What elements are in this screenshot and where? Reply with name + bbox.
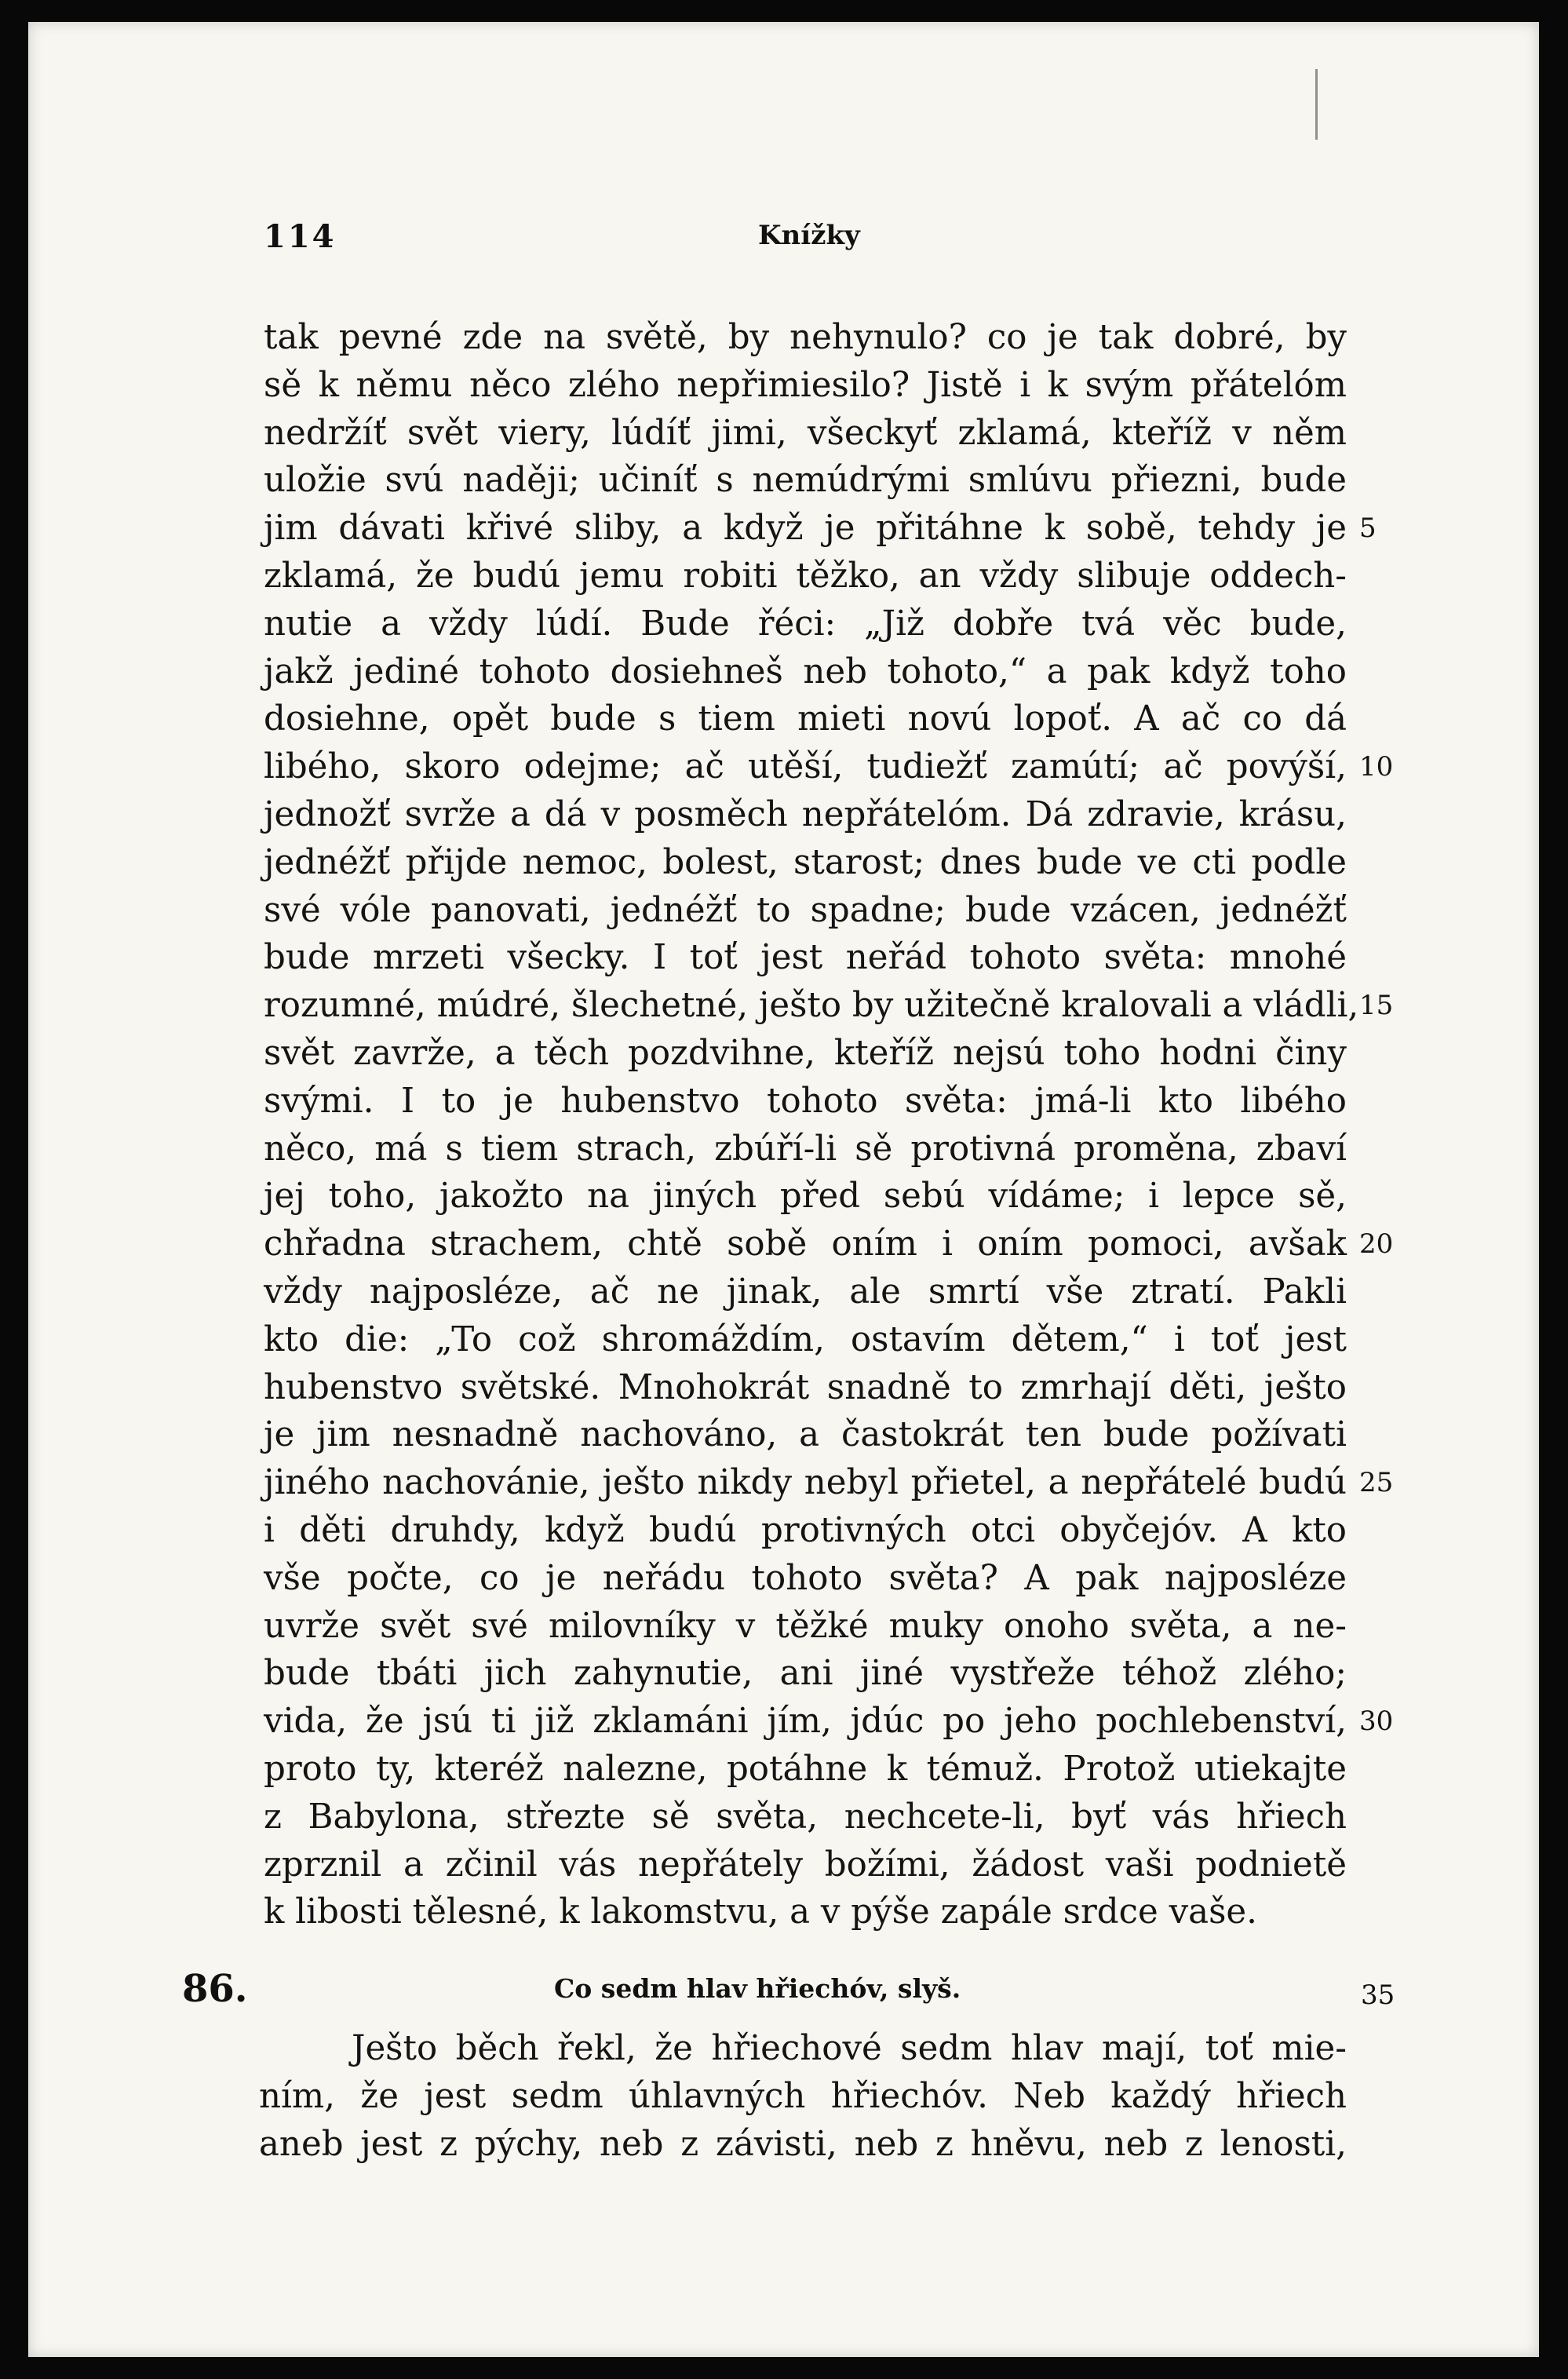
text-line [264,553,1347,600]
line-number: 30 [1359,1706,1394,1738]
text-line [264,1507,1347,1555]
text-line-content: zprznil a zčinil vás nepřátely božími, žádost vaši podnietě [264,1844,1347,1885]
text-line-content: jednéžť přijde nemoc, bolest, starost; dnes bude ve cti podle [264,842,1347,882]
text-line-content: hubenstvo světské. Mnohokrát snadně to zmrhají děti, ješto [264,1367,1347,1407]
text-line-content: jednožť svrže a dá v posměch nepřátelóm. Dá zdravie, krásu, [264,794,1347,834]
text-line-content: bude tbáti jich zahynutie, ani jiné vystřeže téhož zlého; [264,1654,1347,1694]
text-line-content: bude mrzeti všecky. I toť jest neřád tohoto světa: mnohé [264,938,1347,978]
text-line [264,1746,1347,1793]
line-number: 15 [1359,990,1394,1022]
scan-edge-mark [1315,69,1318,140]
running-head [28,218,1539,265]
text-line-content: jiného nachovánie, ješto nikdy nebyl přietel, a nepřátelé budú [264,1463,1347,1503]
text-line-content: uvrže svět své milovníky v těžké muky onoho světa, a ne- [264,1606,1347,1646]
text-line-content: tak pevné zde na světě, by nehynulo? co je tak dobré, by [264,318,1347,357]
text-line [264,1793,1347,1841]
text-line [264,1364,1347,1412]
text-line [264,1888,1347,1936]
text-line-content: svět zavrže, a těch pozdvihne, kteříž nejsú toho hodni činy [264,1033,1347,1073]
text-line-content: Ješto běch řekl, že hřiechové sedm hlav mají, toť mie- [352,2029,1347,2068]
text-line [259,2025,1347,2073]
text-line-content: vždy najposléze, ač ne jinak, ale smrtí vše ztratí. Pakli [264,1272,1347,1312]
text-line [264,1030,1347,1078]
text-line-content: aneb jest z pýchy, neb z závisti, neb z hněvu, neb z lenosti, [259,2124,1347,2164]
text-line [264,1126,1347,1173]
text-line-content: libého, skoro odejme; ač utěší, tudiežť zamútí; ač povýší, [264,747,1347,787]
page-number: 114 [264,218,337,255]
text-line-content: z Babylona, střezte sě světa, nechcete-li, byť vás hřiech [264,1797,1347,1837]
text-line [264,600,1347,648]
text-line [264,648,1347,696]
main-text-block [264,314,1394,1936]
text-line [264,1698,1394,1746]
text-line [264,505,1377,553]
text-line [264,1603,1347,1651]
text-line-content: ním, že jest sedm úhlavných hřiechóv. Neb každý hřiech [259,2076,1347,2116]
text-line [264,1173,1347,1221]
text-line-content: jej toho, jakožto na jiných před sebú vídáme; i lepce sě, [264,1177,1347,1217]
text-line [264,791,1347,839]
text-line-content: nedržíť svět viery, lúdíť jimi, všeckyť zklamá, kteříž v něm [264,413,1347,453]
section-number: 86. [182,1967,248,2011]
line-number: 20 [1359,1228,1394,1261]
text-line-content: jim dávati křivé sliby, a když je přitáhne k sobě, tehdy je [264,509,1347,549]
text-line [264,839,1347,887]
text-line-content: sě k němu něco zlého nepřimiesilo? Jistě i k svým přátelóm [264,365,1347,405]
text-line [264,982,1394,1030]
running-title: Knížky [758,220,860,251]
text-line-content: jakž jediné tohoto dosiehneš neb tohoto,“ a pak když toho [264,651,1347,691]
text-line [259,2121,1347,2169]
text-line-content: vše počte, co je neřádu tohoto světa? A pak najposléze [264,1558,1347,1598]
text-line-content: uložie svú naději; učiníť s nemúdrými smlúvu přiezni, bude [264,461,1347,501]
text-line-content: proto ty, kteréž nalezne, potáhne k témuž. Protož utiekajte [264,1749,1347,1789]
text-line-content: něco, má s tiem strach, zbúří-li sě protivná proměna, zbaví [264,1129,1347,1169]
text-line-content: vida, že jsú ti již zklamáni jím, jdúc po jeho pochlebenství, [264,1702,1347,1742]
text-line-content: kto die: „To což shromáždím, ostavím dětem,“ i toť jest [264,1319,1347,1359]
book-page [28,22,1539,2357]
text-line [264,934,1347,982]
line-number: 25 [1359,1467,1394,1499]
text-line-content: rozumné, múdré, šlechetné, ješto by užitečně kralovali a vládli, [264,986,1359,1026]
text-line-content: své vóle panovati, jednéžť to spadne; bude vzácen, jednéžť [264,890,1347,930]
text-line [264,1221,1394,1268]
text-line-content: nutie a vždy lúdí. Bude řéci: „Již dobře tvá věc bude, [264,604,1347,644]
text-line-content: je jim nesnadně nachováno, a častokrát ten bude požívati [264,1415,1347,1455]
text-line [264,1411,1347,1459]
text-line-content: chřadna strachem, chtě sobě oním i oním pomoci, avšak [264,1224,1347,1264]
text-line-content: dosiehne, opět bude s tiem mieti novú lopoť. A ač co dá [264,699,1347,739]
section-title: Co sedm hlav hřiechóv, slyš. [554,1973,961,2004]
text-line [264,1841,1347,1889]
text-line [259,2073,1347,2121]
text-line [264,1650,1347,1698]
text-line [264,410,1347,458]
section-text-block [259,2025,1347,2168]
line-number: 35 [1361,1979,1395,2011]
text-line [264,314,1347,362]
text-line [264,695,1347,743]
text-line [264,457,1347,505]
text-line-content: i děti druhdy, když budú protivných otci obyčejóv. A kto [264,1510,1347,1550]
text-line [264,1459,1394,1507]
text-line [264,1078,1347,1126]
text-line [264,887,1347,935]
text-line-content: zklamá, že budú jemu robiti těžko, an vždy slibuje oddech- [264,556,1347,596]
text-line-content: k libosti tělesné, k lakomstvu, a v pýše zapále srdce vaše. [264,1892,1257,1932]
line-number: 5 [1359,513,1377,545]
text-line [264,1555,1347,1603]
text-line [264,362,1347,410]
text-line-content: svými. I to je hubenstvo tohoto světa: jmá-li kto libého [264,1081,1347,1121]
text-line [264,743,1394,791]
text-line [264,1316,1347,1364]
line-number: 10 [1359,751,1394,783]
text-line [264,1268,1347,1316]
section-heading [28,1967,1539,2017]
